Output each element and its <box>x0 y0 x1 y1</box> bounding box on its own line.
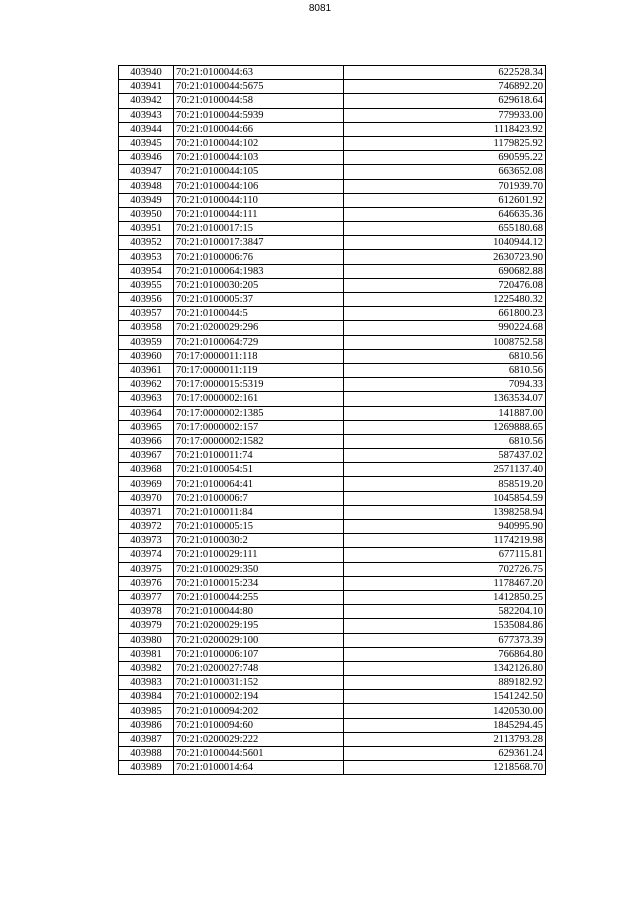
table-row <box>119 590 546 604</box>
row-number-cell: 403961 <box>119 363 174 377</box>
cadastral-value-cell: 661800.23 <box>344 307 546 321</box>
cadastral-number-cell: 70:21:0100044:66 <box>174 122 344 136</box>
table-row <box>119 505 546 519</box>
cadastral-value-cell: 1269888.65 <box>344 420 546 434</box>
cadastral-value-cell: 1040944.12 <box>344 236 546 250</box>
row-number-cell: 403968 <box>119 463 174 477</box>
table-row <box>119 761 546 775</box>
cadastral-number-cell: 70:21:0100006:107 <box>174 647 344 661</box>
cadastral-number-cell: 70:17:0000011:119 <box>174 363 344 377</box>
row-number-cell: 403955 <box>119 278 174 292</box>
cadastral-number-cell: 70:21:0100044:110 <box>174 193 344 207</box>
table-row <box>119 463 546 477</box>
table-row <box>119 548 546 562</box>
cadastral-value-cell: 655180.68 <box>344 222 546 236</box>
row-number-cell: 403941 <box>119 80 174 94</box>
cadastral-value-cell: 646635.36 <box>344 207 546 221</box>
table-row <box>119 534 546 548</box>
cadastral-number-cell: 70:21:0100044:106 <box>174 179 344 193</box>
table-row <box>119 122 546 136</box>
cadastral-value-cell: 1118423.92 <box>344 122 546 136</box>
cadastral-value-cell: 701939.70 <box>344 179 546 193</box>
cadastral-number-cell: 70:17:0000015:5319 <box>174 378 344 392</box>
cadastral-number-cell: 70:21:0100005:15 <box>174 520 344 534</box>
row-number-cell: 403964 <box>119 406 174 420</box>
table-row <box>119 80 546 94</box>
row-number-cell: 403943 <box>119 108 174 122</box>
cadastral-number-cell: 70:17:0000002:1582 <box>174 434 344 448</box>
row-number-cell: 403979 <box>119 619 174 633</box>
cadastral-value-table <box>118 65 546 775</box>
row-number-cell: 403986 <box>119 718 174 732</box>
table-row <box>119 520 546 534</box>
row-number-cell: 403940 <box>119 66 174 80</box>
cadastral-value-cell: 7094.33 <box>344 378 546 392</box>
cadastral-value-cell: 587437.02 <box>344 449 546 463</box>
cadastral-value-cell: 1535084.86 <box>344 619 546 633</box>
row-number-cell: 403988 <box>119 747 174 761</box>
table-row <box>119 718 546 732</box>
cadastral-value-cell: 6810.56 <box>344 349 546 363</box>
table-row <box>119 307 546 321</box>
table-body <box>119 66 546 775</box>
table-row <box>119 363 546 377</box>
row-number-cell: 403959 <box>119 335 174 349</box>
table-row <box>119 250 546 264</box>
table-row <box>119 392 546 406</box>
table-row <box>119 293 546 307</box>
cadastral-number-cell: 70:21:0100044:5939 <box>174 108 344 122</box>
row-number-cell: 403985 <box>119 704 174 718</box>
row-number-cell: 403983 <box>119 676 174 690</box>
row-number-cell: 403948 <box>119 179 174 193</box>
cadastral-value-cell: 690682.88 <box>344 264 546 278</box>
cadastral-number-cell: 70:21:0100044:103 <box>174 151 344 165</box>
table-row <box>119 704 546 718</box>
cadastral-value-cell: 2630723.90 <box>344 250 546 264</box>
cadastral-value-cell: 720476.08 <box>344 278 546 292</box>
cadastral-value-cell: 622528.34 <box>344 66 546 80</box>
cadastral-number-cell: 70:21:0100030:205 <box>174 278 344 292</box>
cadastral-number-cell: 70:21:0100014:64 <box>174 761 344 775</box>
row-number-cell: 403950 <box>119 207 174 221</box>
cadastral-number-cell: 70:21:0100044:105 <box>174 165 344 179</box>
cadastral-value-cell: 746892.20 <box>344 80 546 94</box>
cadastral-value-cell: 677373.39 <box>344 633 546 647</box>
row-number-cell: 403969 <box>119 477 174 491</box>
cadastral-number-cell: 70:21:0100029:350 <box>174 562 344 576</box>
cadastral-value-cell: 6810.56 <box>344 363 546 377</box>
table-row <box>119 420 546 434</box>
table-row <box>119 406 546 420</box>
cadastral-number-cell: 70:21:0100005:37 <box>174 293 344 307</box>
table-row <box>119 661 546 675</box>
cadastral-number-cell: 70:21:0200029:222 <box>174 732 344 746</box>
cadastral-number-cell: 70:21:0100044:255 <box>174 590 344 604</box>
cadastral-number-cell: 70:17:0000002:161 <box>174 392 344 406</box>
row-number-cell: 403954 <box>119 264 174 278</box>
table-row <box>119 562 546 576</box>
cadastral-value-cell: 629361.24 <box>344 747 546 761</box>
table-row <box>119 477 546 491</box>
table-row <box>119 576 546 590</box>
row-number-cell: 403965 <box>119 420 174 434</box>
table-row <box>119 619 546 633</box>
cadastral-value-cell: 1363534.07 <box>344 392 546 406</box>
table-row <box>119 434 546 448</box>
table-row <box>119 236 546 250</box>
table-row <box>119 222 546 236</box>
row-number-cell: 403947 <box>119 165 174 179</box>
cadastral-number-cell: 70:17:0000002:1385 <box>174 406 344 420</box>
row-number-cell: 403974 <box>119 548 174 562</box>
table-row <box>119 449 546 463</box>
table-row <box>119 747 546 761</box>
table-row <box>119 165 546 179</box>
cadastral-number-cell: 70:21:0100017:15 <box>174 222 344 236</box>
table-row <box>119 207 546 221</box>
cadastral-number-cell: 70:21:0100064:729 <box>174 335 344 349</box>
cadastral-value-cell: 677115.81 <box>344 548 546 562</box>
row-number-cell: 403970 <box>119 491 174 505</box>
cadastral-value-cell: 1218568.70 <box>344 761 546 775</box>
cadastral-number-cell: 70:21:0100031:152 <box>174 676 344 690</box>
row-number-cell: 403963 <box>119 392 174 406</box>
table-row <box>119 605 546 619</box>
table-row <box>119 732 546 746</box>
cadastral-value-cell: 663652.08 <box>344 165 546 179</box>
cadastral-number-cell: 70:21:0200027:748 <box>174 661 344 675</box>
cadastral-number-cell: 70:21:0100044:63 <box>174 66 344 80</box>
cadastral-value-cell: 1398258.94 <box>344 505 546 519</box>
cadastral-number-cell: 70:21:0100094:60 <box>174 718 344 732</box>
cadastral-value-cell: 1178467.20 <box>344 576 546 590</box>
cadastral-value-cell: 990224.68 <box>344 321 546 335</box>
table-row <box>119 378 546 392</box>
cadastral-value-cell: 1845294.45 <box>344 718 546 732</box>
cadastral-number-cell: 70:21:0200029:296 <box>174 321 344 335</box>
row-number-cell: 403982 <box>119 661 174 675</box>
cadastral-value-cell: 2571137.40 <box>344 463 546 477</box>
cadastral-value-cell: 1342126.80 <box>344 661 546 675</box>
cadastral-value-cell: 629618.64 <box>344 94 546 108</box>
cadastral-number-cell: 70:21:0100044:5601 <box>174 747 344 761</box>
row-number-cell: 403942 <box>119 94 174 108</box>
cadastral-value-cell: 702726.75 <box>344 562 546 576</box>
row-number-cell: 403952 <box>119 236 174 250</box>
cadastral-number-cell: 70:21:0100030:2 <box>174 534 344 548</box>
row-number-cell: 403972 <box>119 520 174 534</box>
row-number-cell: 403956 <box>119 293 174 307</box>
cadastral-number-cell: 70:21:0100044:58 <box>174 94 344 108</box>
cadastral-number-cell: 70:17:0000011:118 <box>174 349 344 363</box>
row-number-cell: 403967 <box>119 449 174 463</box>
table-row <box>119 136 546 150</box>
cadastral-number-cell: 70:21:0100044:111 <box>174 207 344 221</box>
cadastral-value-cell: 2113793.28 <box>344 732 546 746</box>
cadastral-number-cell: 70:21:0100044:80 <box>174 605 344 619</box>
cadastral-number-cell: 70:21:0200029:100 <box>174 633 344 647</box>
cadastral-number-cell: 70:21:0100011:84 <box>174 505 344 519</box>
table-row <box>119 94 546 108</box>
cadastral-number-cell: 70:21:0100044:5675 <box>174 80 344 94</box>
row-number-cell: 403980 <box>119 633 174 647</box>
row-number-cell: 403944 <box>119 122 174 136</box>
row-number-cell: 403984 <box>119 690 174 704</box>
row-number-cell: 403945 <box>119 136 174 150</box>
cadastral-number-cell: 70:21:0100017:3847 <box>174 236 344 250</box>
cadastral-value-cell: 1045854.59 <box>344 491 546 505</box>
table-row <box>119 491 546 505</box>
table-row <box>119 676 546 690</box>
table-row <box>119 633 546 647</box>
cadastral-value-cell: 1008752.58 <box>344 335 546 349</box>
cadastral-value-cell: 889182.92 <box>344 676 546 690</box>
row-number-cell: 403958 <box>119 321 174 335</box>
table-row <box>119 321 546 335</box>
cadastral-value-cell: 1174219.98 <box>344 534 546 548</box>
cadastral-number-cell: 70:21:0100011:74 <box>174 449 344 463</box>
cadastral-value-cell: 858519.20 <box>344 477 546 491</box>
cadastral-value-cell: 6810.56 <box>344 434 546 448</box>
cadastral-number-cell: 70:21:0100006:7 <box>174 491 344 505</box>
row-number-cell: 403960 <box>119 349 174 363</box>
cadastral-number-cell: 70:21:0100064:1983 <box>174 264 344 278</box>
cadastral-value-cell: 766864.80 <box>344 647 546 661</box>
cadastral-value-cell: 1225480.32 <box>344 293 546 307</box>
table-row <box>119 647 546 661</box>
cadastral-value-cell: 1412850.25 <box>344 590 546 604</box>
table-row <box>119 193 546 207</box>
row-number-cell: 403973 <box>119 534 174 548</box>
row-number-cell: 403971 <box>119 505 174 519</box>
cadastral-number-cell: 70:21:0100006:76 <box>174 250 344 264</box>
cadastral-value-cell: 690595.22 <box>344 151 546 165</box>
cadastral-number-cell: 70:21:0100064:41 <box>174 477 344 491</box>
row-number-cell: 403962 <box>119 378 174 392</box>
table-row <box>119 278 546 292</box>
cadastral-number-cell: 70:21:0100015:234 <box>174 576 344 590</box>
cadastral-value-cell: 612601.92 <box>344 193 546 207</box>
cadastral-number-cell: 70:21:0100044:102 <box>174 136 344 150</box>
table-row <box>119 108 546 122</box>
row-number-cell: 403946 <box>119 151 174 165</box>
row-number-cell: 403975 <box>119 562 174 576</box>
row-number-cell: 403957 <box>119 307 174 321</box>
row-number-cell: 403951 <box>119 222 174 236</box>
cadastral-number-cell: 70:21:0100054:51 <box>174 463 344 477</box>
table-row <box>119 690 546 704</box>
cadastral-value-cell: 779933.00 <box>344 108 546 122</box>
cadastral-value-cell: 141887.00 <box>344 406 546 420</box>
row-number-cell: 403977 <box>119 590 174 604</box>
table-row <box>119 151 546 165</box>
row-number-cell: 403981 <box>119 647 174 661</box>
table-row <box>119 179 546 193</box>
row-number-cell: 403949 <box>119 193 174 207</box>
row-number-cell: 403976 <box>119 576 174 590</box>
row-number-cell: 403987 <box>119 732 174 746</box>
row-number-cell: 403978 <box>119 605 174 619</box>
cadastral-number-cell: 70:21:0100044:5 <box>174 307 344 321</box>
cadastral-value-cell: 582204.10 <box>344 605 546 619</box>
table-row <box>119 66 546 80</box>
table-row <box>119 264 546 278</box>
cadastral-value-cell: 1541242.50 <box>344 690 546 704</box>
row-number-cell: 403989 <box>119 761 174 775</box>
cadastral-value-cell: 940995.90 <box>344 520 546 534</box>
cadastral-number-cell: 70:17:0000002:157 <box>174 420 344 434</box>
cadastral-number-cell: 70:21:0100002:194 <box>174 690 344 704</box>
cadastral-value-cell: 1420530.00 <box>344 704 546 718</box>
row-number-cell: 403966 <box>119 434 174 448</box>
table-row <box>119 349 546 363</box>
cadastral-number-cell: 70:21:0100029:111 <box>174 548 344 562</box>
cadastral-number-cell: 70:21:0100094:202 <box>174 704 344 718</box>
cadastral-value-cell: 1179825.92 <box>344 136 546 150</box>
table-row <box>119 335 546 349</box>
cadastral-number-cell: 70:21:0200029:195 <box>174 619 344 633</box>
page-number: 8081 <box>308 3 332 14</box>
row-number-cell: 403953 <box>119 250 174 264</box>
